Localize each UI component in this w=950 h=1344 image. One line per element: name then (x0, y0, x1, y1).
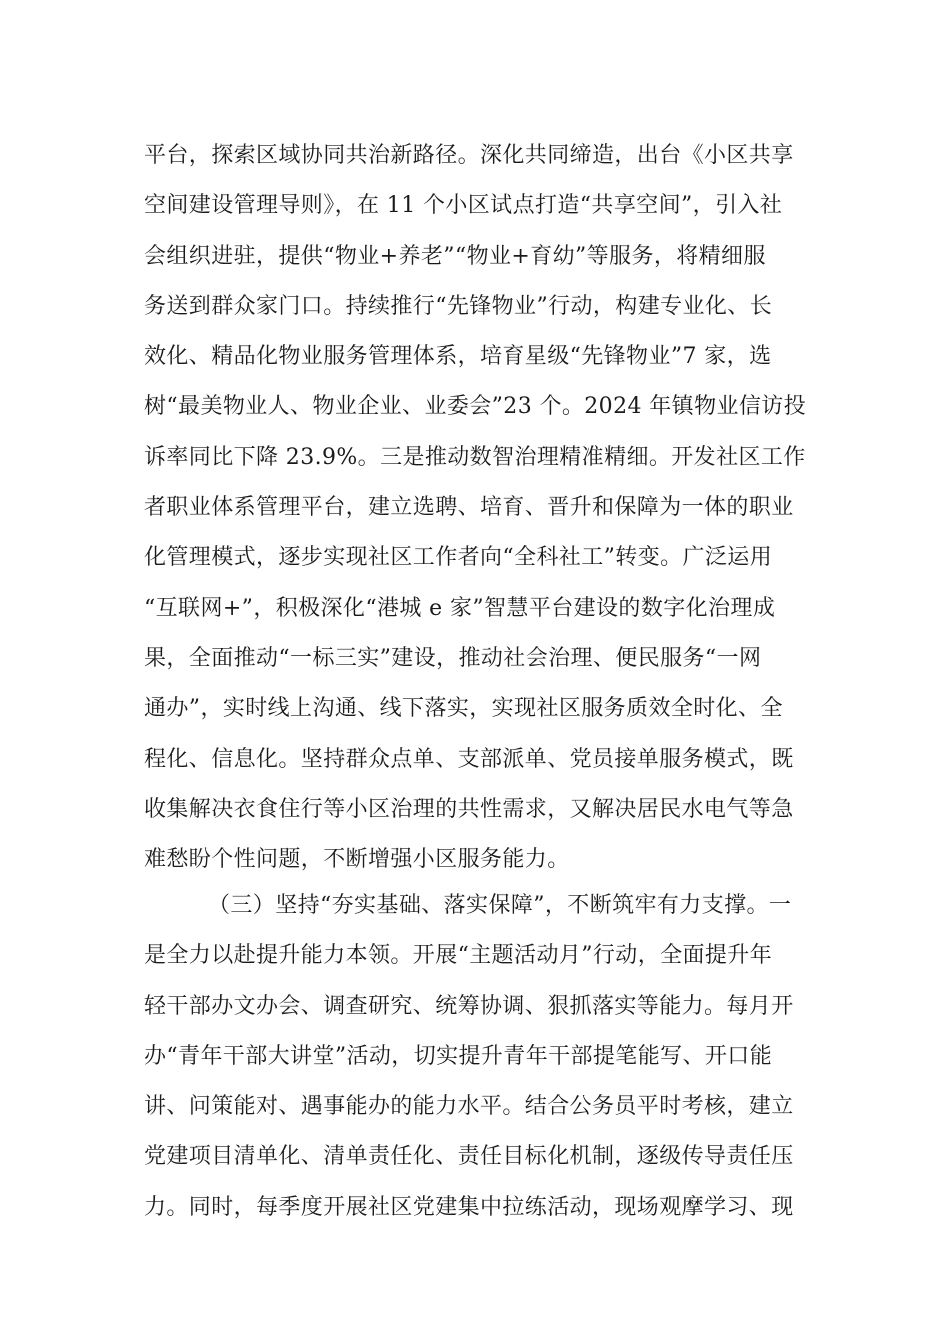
text-line: 效化、精品化物业服务管理体系，培育星级“先锋物业”7 家，选 (144, 344, 772, 370)
text-line: 果，全面推动“一标三实”建设，推动社会治理、便民服务“一网 (144, 645, 762, 671)
text-line: 难愁盼个性问题，不断增强小区服务能力。 (144, 847, 570, 873)
text-line: 树“最美物业人、物业企业、业委会”23 个。2024 年镇物业信访投 (144, 394, 807, 420)
text-line: 办“青年干部大讲堂”活动，切实提升青年干部提笔能写、开口能 (144, 1043, 773, 1069)
text-line: 会组织进驻，提供“物业+养老”“物业+育幼”等服务，将精细服 (144, 243, 766, 269)
body-paragraph-1 (144, 131, 806, 885)
text-line: 是全力以赴提升能力本领。开展“主题活动月”行动，全面提升年 (144, 943, 773, 969)
text-line: 力。同时，每季度开展社区党建集中拉练活动，现场观摩学习、现 (144, 1194, 794, 1220)
text-line: 轻干部办文办会、调查研究、统筹协调、狠抓落实等能力。每月开 (144, 993, 794, 1019)
text-line: 务送到群众家门口。持续推行“先锋物业”行动，构建专业化、长 (144, 293, 773, 319)
body-paragraph-2 (144, 881, 806, 1233)
text-line: 通办”，实时线上沟通、线下落实，实现社区服务质效全时化、全 (144, 696, 783, 722)
text-line: 化管理模式，逐步实现社区工作者向“全科社工”转变。广泛运用 (144, 545, 773, 571)
text-line: 平台，探索区域协同共治新路径。深化共同缔造，出台《小区共享 (144, 143, 794, 168)
text-line-indented: （三）坚持“夯实基础、落实保障”，不断筑牢有力支撑。一 (208, 893, 792, 918)
text-line: 党建项目清单化、清单责任化、责任目标化机制，逐级传导责任压 (144, 1144, 794, 1170)
text-line: 诉率同比下降 23.9%。三是推动数智治理精准精细。开发社区工作 (144, 444, 806, 470)
text-line: 空间建设管理导则》，在 11 个小区试点打造“共享空间”，引入社 (144, 193, 783, 219)
text-line: 者职业体系管理平台，建立选聘、培育、晋升和保障为一体的职业 (144, 495, 794, 521)
text-line: 讲、问策能对、遇事能办的能力水平。结合公务员平时考核，建立 (144, 1094, 794, 1120)
text-line: 程化、信息化。坚持群众点单、支部派单、党员接单服务模式，既 (144, 746, 794, 772)
text-line: “互联网+”，积极深化“港城 e 家”智慧平台建设的数字化治理成 (144, 595, 776, 621)
text-line: 收集解决衣食住行等小区治理的共性需求，又解决居民水电气等急 (144, 796, 794, 822)
